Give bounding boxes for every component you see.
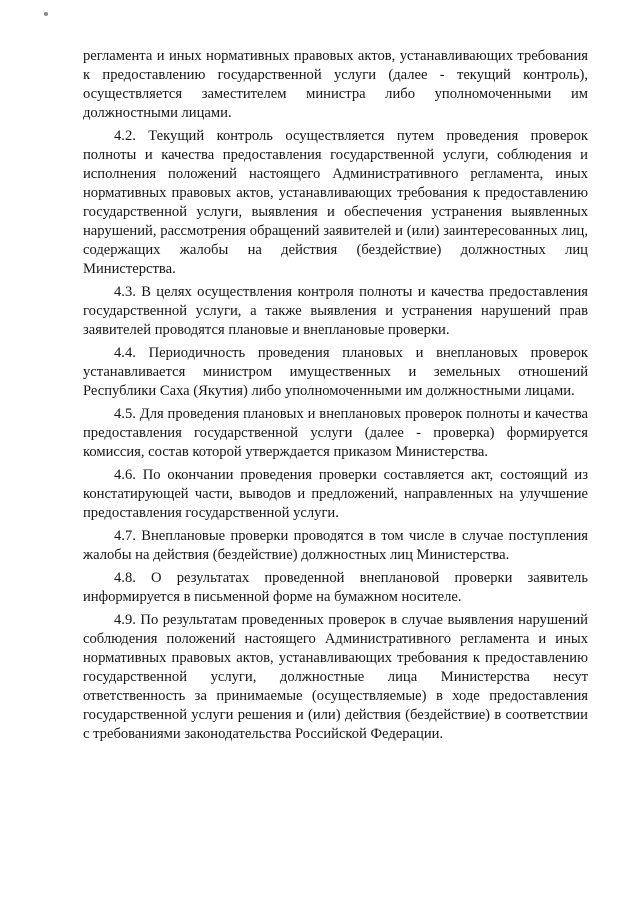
document-body: [83, 47, 588, 748]
scan-dot-mark: [44, 12, 48, 16]
paragraph-4-5: 4.5. Для проведения плановых и внеплановых проверок полноты и качества предоставления государственной услуги (далее - проверка) формируется комиссия, состав которой утверждается приказом Министерства.: [83, 406, 588, 460]
paragraph-4-4: 4.4. Периодичность проведения плановых и внеплановых проверок устанавливается министром имущественных и земельных отношений Республики Саха (Якутия) либо уполномоченными им должностными лицами.: [83, 345, 588, 399]
paragraph-4-2: 4.2. Текущий контроль осуществляется путем проведения проверок полноты и качества предоставления государственной услуги, соблюдения и исполнения положений настоящего Административного регламента, иных нормативных правовых актов, устанавливающих требования к предоставлению государственной услуги, выявления и обеспечения устранения выявленных нарушений, рассмотрения обращений заявителей и (или) заинтересованных лиц, содержащих жалобы на действия (бездействие) должностных лиц Министерства.: [83, 128, 588, 277]
paragraph-4-8: 4.8. О результатах проведенной внеплановой проверки заявитель информируется в письменной форме на бумажном носителе.: [83, 570, 588, 605]
paragraph-4-9: 4.9. По результатам проведенных проверок в случае выявления нарушений соблюдения положений настоящего Административного регламента и иных нормативных правовых актов, устанавливающих требования к предоставлению государственной услуги, должностные лица Министерства несут ответственность за принимаемые (осуществляемые) в ходе предоставления государственной услуги решения и (или) действия (бездействие) в соответствии с требованиями законодательства Российской Федерации.: [83, 612, 588, 742]
paragraph-4-3: 4.3. В целях осуществления контроля полноты и качества предоставления государственной услуги, а также выявления и устранения нарушений прав заявителей проводятся плановые и внеплановые проверки.: [83, 284, 588, 338]
paragraph-continuation: регламента и иных нормативных правовых актов, устанавливающих требования к предоставлению государственной услуги (далее - текущий контроль), осуществляется заместителем министра либо уполномоченными им должностными лицами.: [83, 48, 588, 121]
paragraph-4-6: 4.6. По окончании проведения проверки составляется акт, состоящий из констатирующей части, выводов и предложений, направленных на улучшение предоставления государственной услуги.: [83, 467, 588, 521]
paragraph-4-7: 4.7. Внеплановые проверки проводятся в том числе в случае поступления жалобы на действия (бездействие) должностных лиц Министерства.: [83, 528, 588, 563]
